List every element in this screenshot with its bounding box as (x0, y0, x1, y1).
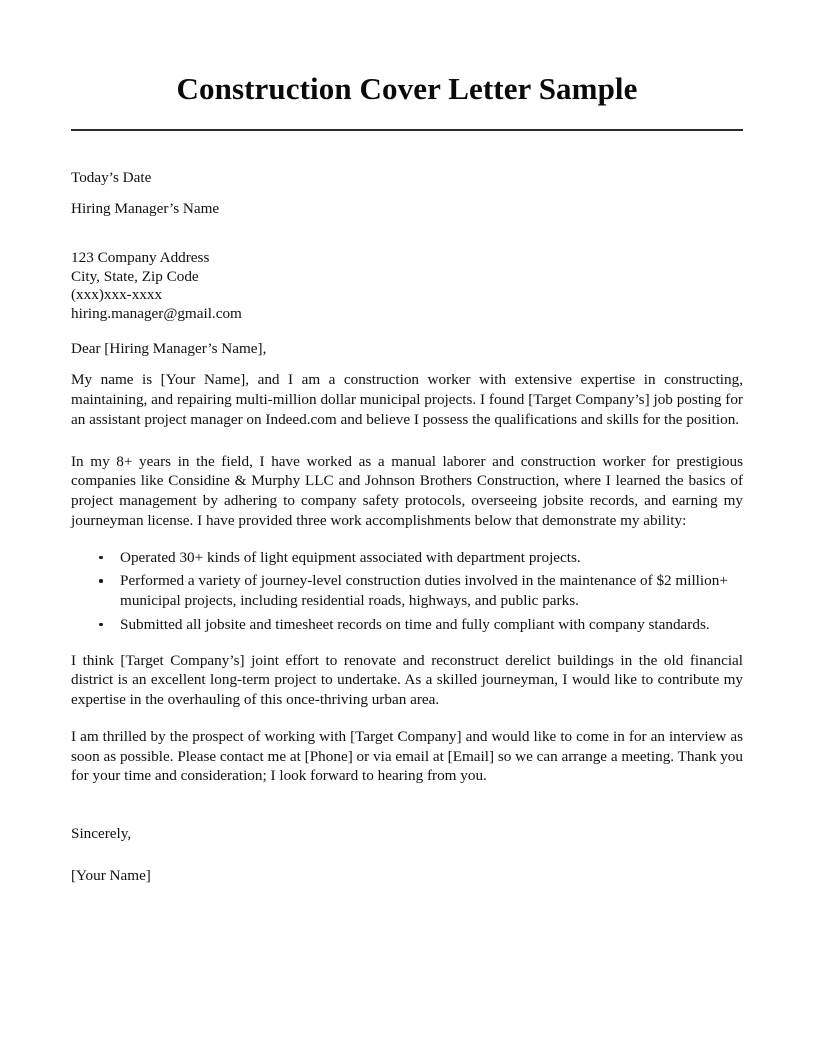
address-line-email: hiring.manager@gmail.com (71, 304, 242, 322)
list-item: Operated 30+ kinds of light equipment associated with department projects. (99, 548, 743, 568)
signature-name: [Your Name] (71, 867, 151, 885)
body-paragraph-4: I am thrilled by the prospect of working with [Target Company] and would like to come in for an interview as soon as possible. Please contact me at [Phone] or via email at [Email] so we can arrange a meeting. Thank you for your time and consideration; I look forward to hearing from you. (71, 727, 743, 785)
signature-block (71, 824, 743, 886)
page-title: Construction Cover Letter Sample (176, 71, 638, 106)
letter-body (71, 168, 743, 887)
title-divider (71, 129, 743, 131)
recipient-address-block (71, 230, 743, 323)
closing-salutation: Sincerely, (71, 825, 132, 843)
accomplishments-list (71, 548, 743, 635)
address-line-city: City, State, Zip Code (71, 267, 199, 285)
document-content (71, 0, 743, 887)
salutation: Dear [Hiring Manager’s Name], (71, 340, 267, 358)
list-item: Submitted all jobsite and timesheet records on time and fully compliant with company standards. (99, 615, 743, 635)
list-item: Performed a variety of journey-level construction duties involved in the maintenance of $2 million+ municipal projects, including residential roads, highways, and public parks. (99, 571, 743, 611)
body-paragraph-2: In my 8+ years in the field, I have worked as a manual laborer and construction worker for prestigious companies like Considine & Murphy LLC and Johnson Brothers Construction, where I learned the basics of project management by adhering to company safety protocols, overseeing jobsite records, and earning my journeyman license. I have provided three work accomplishments below that demonstrate my ability: (71, 452, 743, 529)
body-paragraph-3: I think [Target Company’s] joint effort to renovate and reconstruct derelict buildings in the old financial district is an excellent long-term project to undertake. As a skilled journeyman, I would like to contribute my expertise in the overhauling of this once-thriving urban area. (71, 651, 743, 709)
address-line-street: 123 Company Address (71, 249, 210, 267)
letter-date-line: Today’s Date (71, 168, 152, 186)
address-line-phone: (xxx)xxx-xxxx (71, 286, 163, 304)
body-paragraph-1: My name is [Your Name], and I am a construction worker with extensive expertise in constructing, maintaining, and repairing multi-million dollar municipal projects. I found [Target Company’s] job posting for an assistant project manager on Indeed.com and believe I possess the qualifications and skills for the position. (71, 371, 743, 428)
recipient-name-line: Hiring Manager’s Name (71, 199, 220, 217)
